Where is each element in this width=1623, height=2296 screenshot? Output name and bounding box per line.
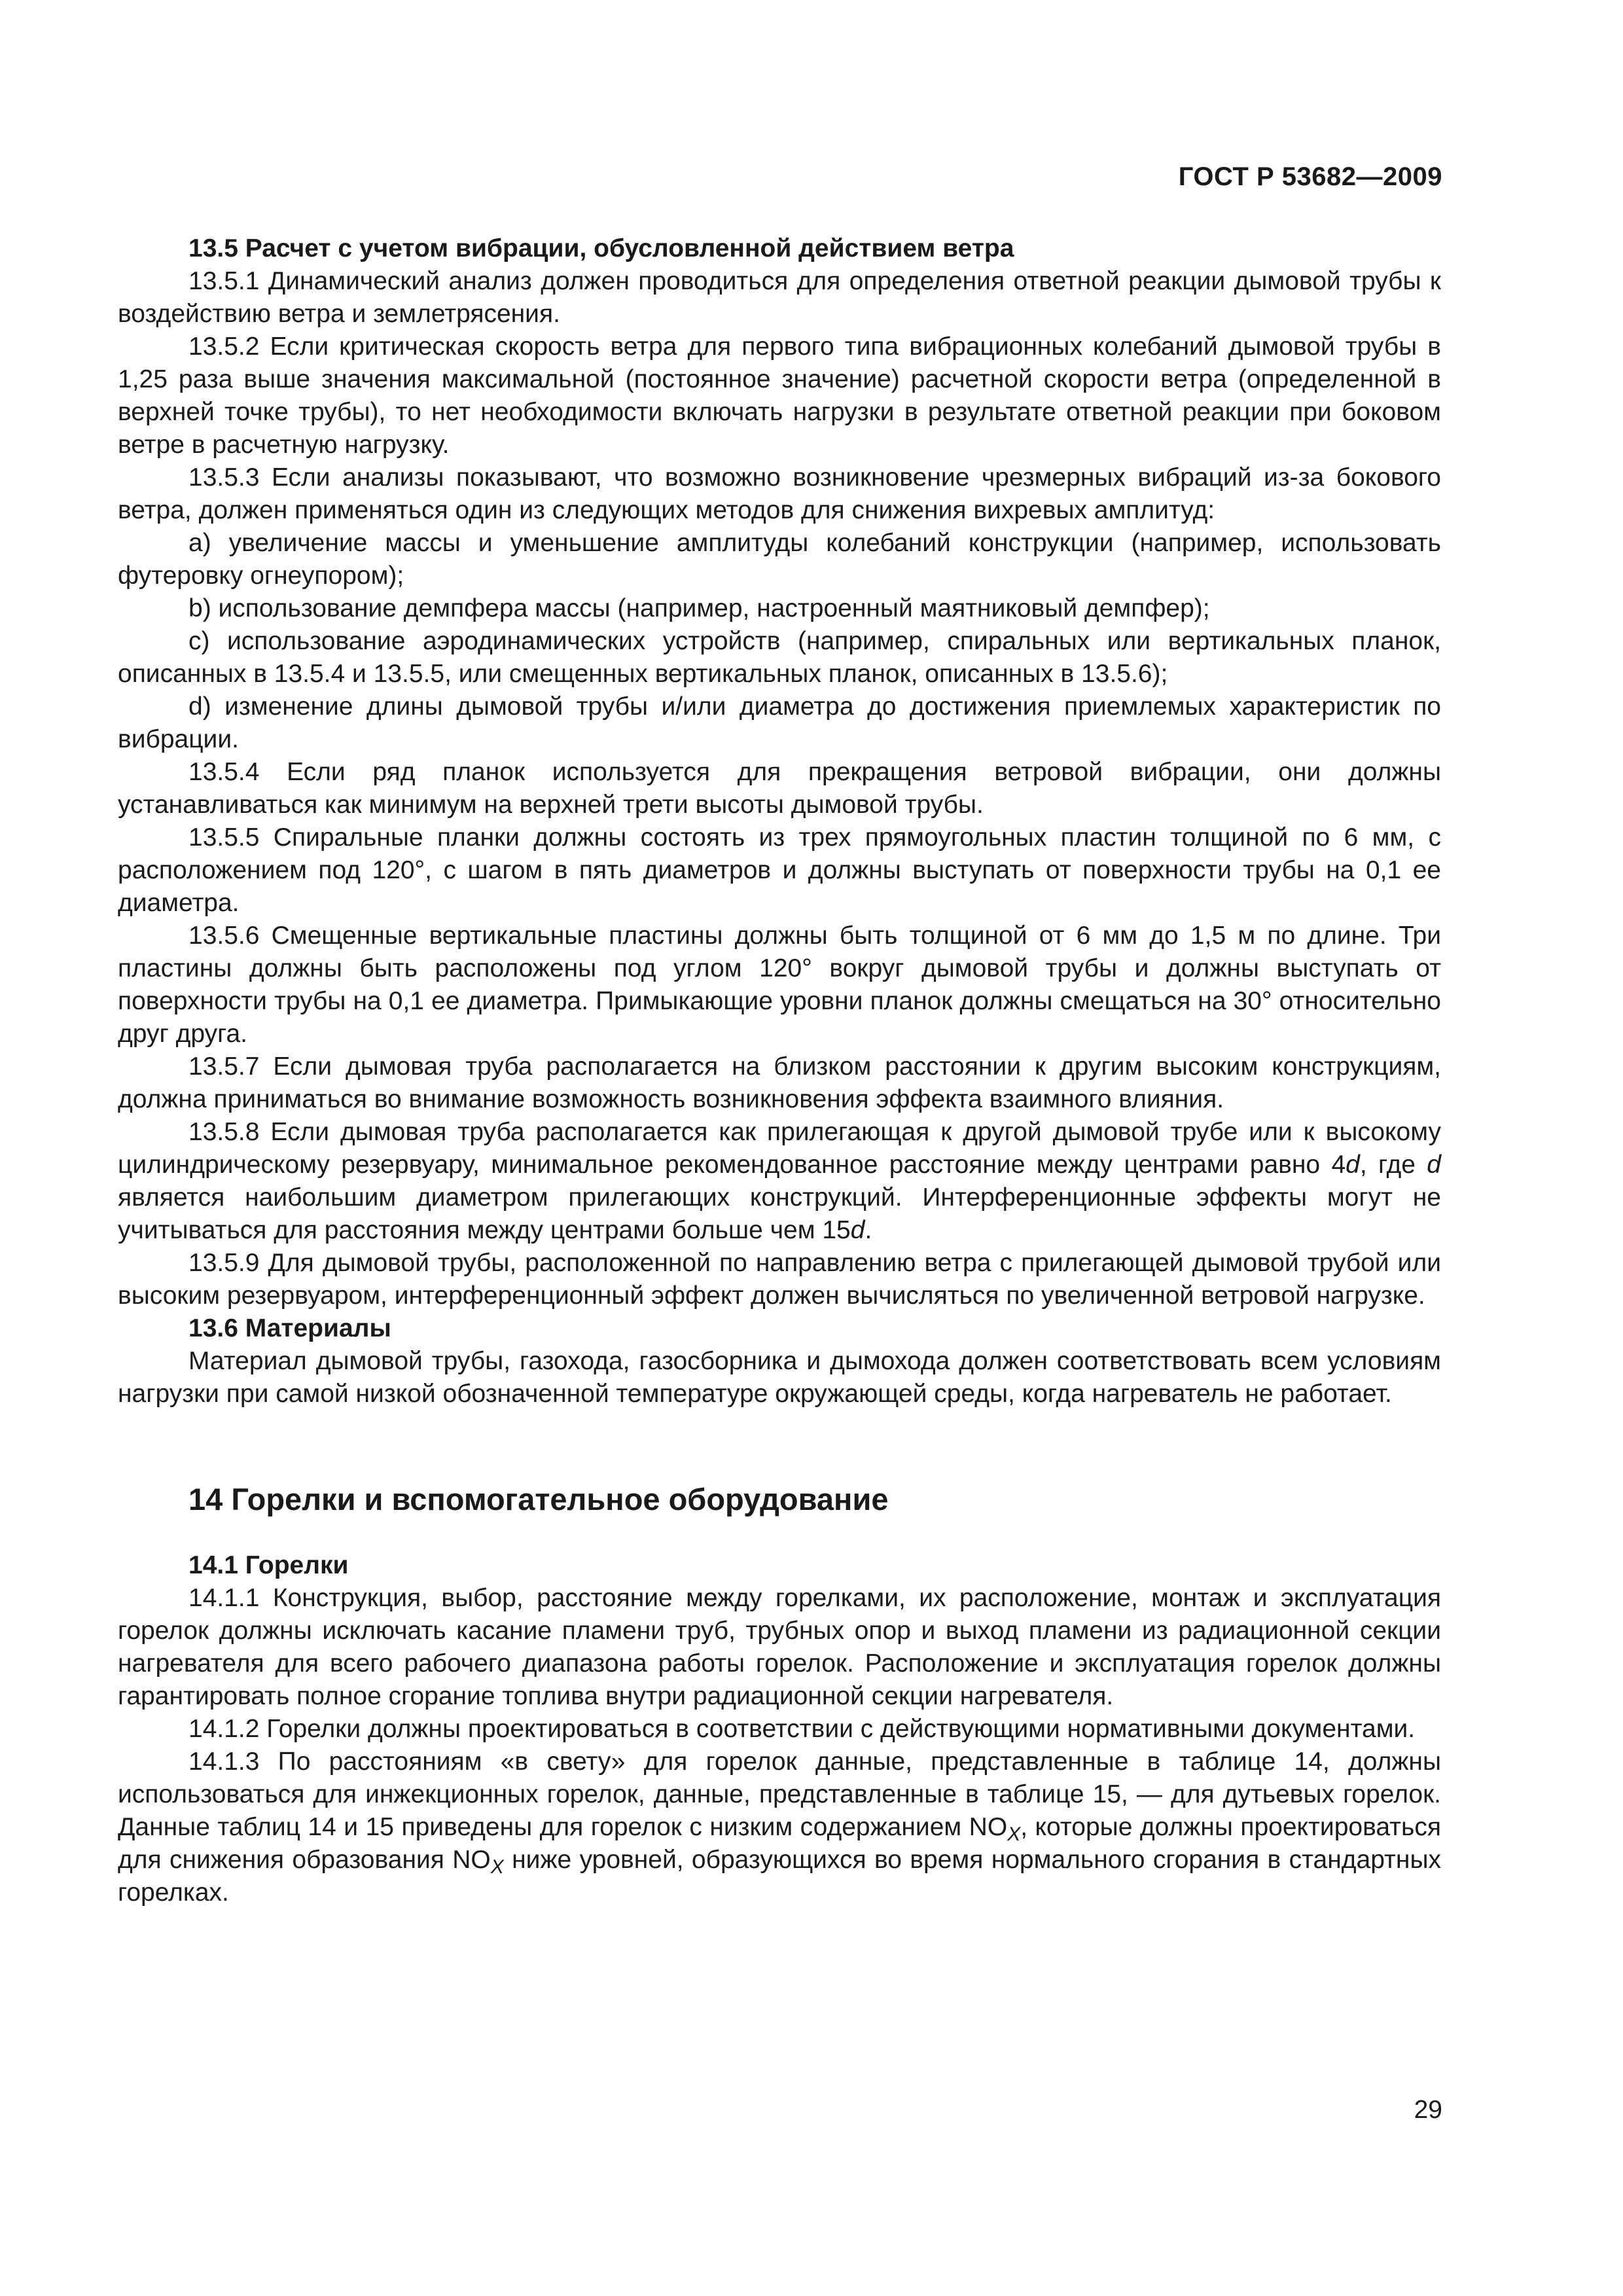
nox-subscript: X [490, 1856, 504, 1878]
paragraph-13-5-8 [118, 1116, 1441, 1247]
nox-subscript: X [1007, 1823, 1021, 1845]
paragraph-13-5-9: 13.5.9 Для дымовой трубы, расположенной по направлению ветра с прилегающей дымовой трубой или высоким резервуаром, интерференционный эффект должен вычисляться по увеличенной ветровой нагрузке. [118, 1249, 1441, 1310]
paragraph-14-1-3 [118, 1746, 1441, 1909]
page-content [118, 232, 1441, 1909]
subsection-heading-13-5: 13.5 Расчет с учетом вибрации, обусловленной действием ветра [188, 234, 1014, 262]
paragraph-13-6: Материал дымовой трубы, газохода, газосборника и дымохода должен соответствовать всем условиям нагрузки при самой низкой обозначенной температуре окружающей среды, когда нагреватель не работает. [118, 1347, 1441, 1408]
paragraph-13-5-5: 13.5.5 Спиральные планки должны состоять из трех прямоугольных пластин толщиной по 6 мм, с расположением под 120°, с шагом в пять диаметров и должны выступать от поверхности трубы на 0,1 ее диаметра. [118, 823, 1441, 917]
paragraph-13-5-2: 13.5.2 Если критическая скорость ветра для первого типа вибрационных колебаний дымовой трубы в 1,25 раза выше значения максимальной (постоянное значение) расчетной скорости ветра (определенной в верхней точке трубы), то нет необходимости включать нагрузки в результате ответной реакции при боковом ветре в расчетную нагрузку. [118, 332, 1441, 459]
paragraph-14-1-1: 14.1.1 Конструкция, выбор, расстояние между горелками, их расположение, монтаж и эксплуатация горелок должны исключать касание пламени труб, трубных опор и выход пламени из радиационной секции нагревателя для всего рабочего диапазона работы горелок. Расположение и эксплуатация горелок должны гарантировать полное сгорание топлива внутри радиационной секции нагревателя. [118, 1584, 1441, 1710]
paragraph-14-1-3-part-1: 14.1.3 По расстояниям «в свету» для горелок данные, представленные в таблице 14, должны использоваться для инжекционных горелок, данные, представленные в таблице 15, — для дутьевых горелок. Данные таблиц 14 и 15 приведены для горелок с низким содержанием NO [118, 1748, 1441, 1841]
paragraph-14-1-2: 14.1.2 Горелки должны проектироваться в соответствии с действующими нормативными документами. [188, 1715, 1416, 1743]
diameter-symbol: d [850, 1216, 865, 1244]
paragraph-13-5-8-part-3: является наибольшим диаметром прилегающих конструкций. Интерференционные эффекты могут не учитываться для расстояния между центрами больше чем 15 [118, 1183, 1441, 1244]
diameter-symbol: d [1427, 1151, 1441, 1179]
diameter-symbol: d [1346, 1151, 1360, 1179]
paragraph-13-5-4: 13.5.4 Если ряд планок используется для прекращения ветровой вибрации, они должны устанавливаться как минимум на верхней трети высоты дымовой трубы. [118, 758, 1441, 819]
paragraph-13-5-7: 13.5.7 Если дымовая труба располагается на близком расстоянии к другим высоким конструкциям, должна приниматься во внимание возможность возникновения эффекта взаимного влияния. [118, 1052, 1441, 1113]
paragraph-13-5-8-part-2: , где [1359, 1151, 1427, 1179]
list-item-b: b) использование демпфера массы (например, настроенный маятниковый демпфер); [188, 594, 1210, 622]
list-item-a: а) увеличение массы и уменьшение амплитуды колебаний конструкции (например, использовать футеровку огнеупором); [118, 529, 1441, 590]
paragraph-13-5-3: 13.5.3 Если анализы показывают, что возможно возникновение чрезмерных вибраций из-за бокового ветра, должен применяться один из следующих методов для снижения вихревых амплитуд: [118, 463, 1441, 524]
paragraph-13-5-6: 13.5.6 Смещенные вертикальные пластины должны быть толщиной от 6 мм до 1,5 м по длине. Три пластины должны быть расположены под углом 120° вокруг дымовой трубы и должны выступать от поверхности трубы на 0,1 ее диаметра. Примыкающие уровни планок должны смещаться на 30° относительно друг друга. [118, 922, 1441, 1048]
page-number: 29 [1414, 2096, 1442, 2124]
subsection-heading-14-1: 14.1 Горелки [188, 1551, 349, 1579]
list-item-c: с) использование аэродинамических устройств (например, спиральных или вертикальных планок, описанных в 13.5.4 и 13.5.5, или смещенных вертикальных планок, описанных в 13.5.6); [118, 627, 1441, 688]
paragraph-13-5-8-end: . [865, 1216, 872, 1244]
document-id-header: ГОСТ Р 53682—2009 [1178, 162, 1442, 191]
subsection-heading-13-6: 13.6 Материалы [188, 1314, 391, 1342]
paragraph-14-1-3-part-3: ниже уровней, образующихся во время нормального сгорания в стандартных горелках. [118, 1846, 1441, 1907]
list-item-d: d) изменение длины дымовой трубы и/или диаметра до достижения приемлемых характеристик по вибрации. [118, 692, 1441, 753]
section-heading-14: 14 Горелки и вспомогательное оборудование [188, 1482, 889, 1516]
paragraph-13-5-1: 13.5.1 Динамический анализ должен проводиться для определения ответной реакции дымовой трубы к воздействию ветра и землетрясения. [118, 267, 1441, 328]
paragraph-13-5-8-part-1: 13.5.8 Если дымовая труба располагается как прилегающая к другой дымовой трубе или к высокому цилиндрическому резервуару, минимальное рекомендованное расстояние между центрами равно 4 [118, 1118, 1441, 1179]
paragraph-14-1-3-part-2: , которые должны проектироваться для снижения образования NO [118, 1813, 1441, 1874]
